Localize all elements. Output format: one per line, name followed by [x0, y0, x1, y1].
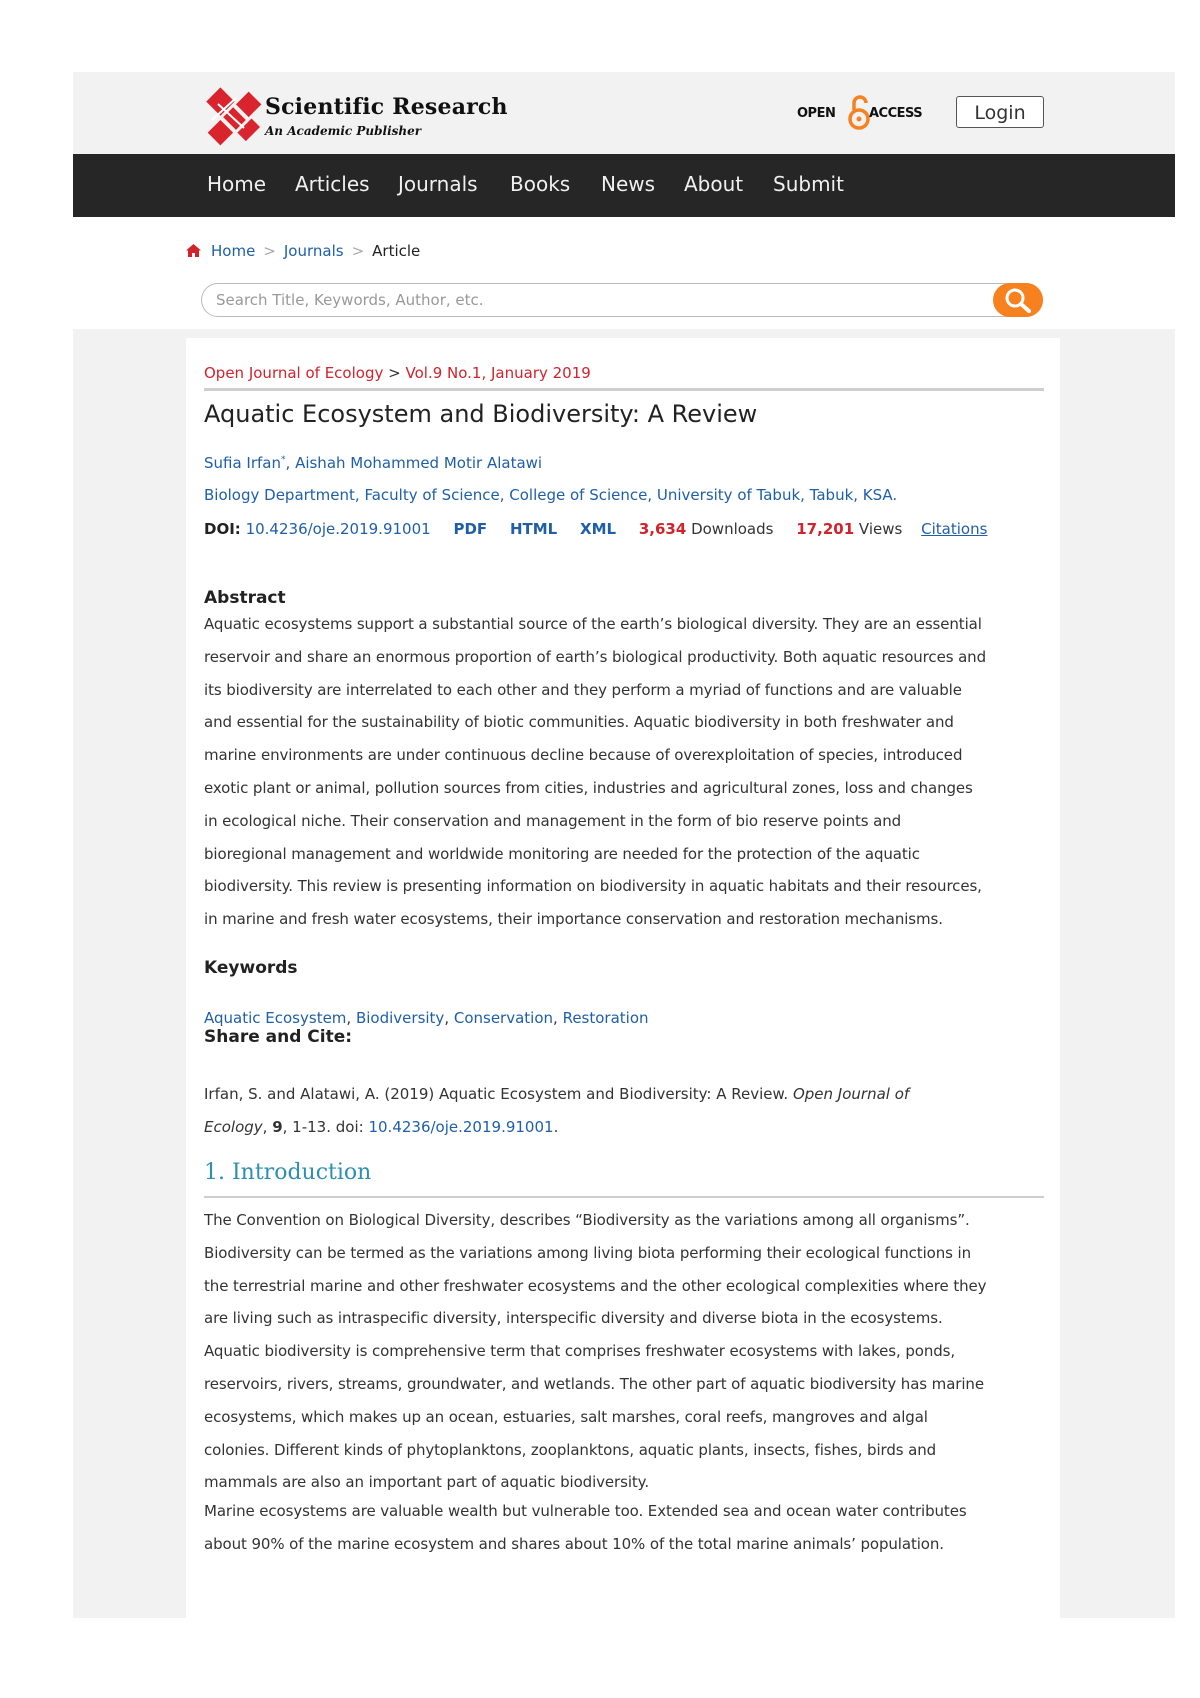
open-lock-icon: [847, 94, 871, 130]
author-link[interactable]: Sufia Irfan: [204, 454, 282, 472]
introduction-paragraph-2: Marine ecosystems are valuable wealth but vulnerable too. Extended sea and ocean water contributes about 90% of the marine ecosystem and shares about 10% of the total marine animals’ population.: [204, 1502, 967, 1553]
main-nav: [73, 154, 1175, 217]
keyword-link[interactable]: Restoration: [562, 1009, 649, 1027]
logo-subtitle: An Academic Publisher: [265, 124, 422, 138]
citations-link[interactable]: Citations: [921, 520, 988, 538]
nav-about[interactable]: About: [684, 172, 744, 196]
nav-home[interactable]: Home: [207, 172, 267, 196]
divider: [204, 388, 1044, 391]
views-count: 17,201: [796, 520, 855, 538]
keywords-heading: Keywords: [204, 958, 298, 978]
breadcrumb-separator: >: [263, 242, 276, 260]
html-link[interactable]: HTML: [509, 520, 558, 538]
site-header: [73, 72, 1175, 154]
nav-books[interactable]: Books: [510, 172, 571, 196]
doi-metrics-row: [204, 520, 987, 538]
citation-pages: , 1-13. doi:: [282, 1117, 364, 1136]
affiliation-link[interactable]: Biology Department, Faculty of Science, College of Science, University of Tabuk, Tabuk, KSA.: [204, 486, 898, 504]
journal-link[interactable]: Open Journal of Ecology: [204, 364, 384, 382]
search-icon: [993, 283, 1043, 317]
xml-link[interactable]: XML: [580, 520, 617, 538]
nav-news[interactable]: News: [601, 172, 656, 196]
divider: [204, 1196, 1044, 1198]
breadcrumb-separator: >: [351, 242, 365, 260]
open-access-label-access: ACCESS: [869, 106, 923, 121]
breadcrumb-home[interactable]: Home: [211, 242, 256, 260]
open-access-badge: [797, 94, 937, 132]
breadcrumb-search-band: [73, 217, 1175, 329]
nav-articles[interactable]: Articles: [295, 172, 370, 196]
downloads-count: 3,634: [638, 520, 687, 538]
keyword-link[interactable]: Conservation: [453, 1009, 554, 1027]
keyword-link[interactable]: Biodiversity: [355, 1009, 445, 1027]
doi-label: DOI:: [204, 520, 241, 538]
logo-mark-icon: [198, 84, 264, 146]
article-title: Aquatic Ecosystem and Biodiversity: A Review: [204, 400, 758, 428]
citation-doi-link[interactable]: 10.4236/oje.2019.91001: [368, 1117, 554, 1136]
breadcrumb-current: Article: [372, 242, 421, 260]
issue-separator: >: [388, 364, 401, 382]
login-button[interactable]: Login: [956, 96, 1044, 128]
introduction-paragraph-1: The Convention on Biological Diversity, describes “Biodiversity as the variations among all organisms”. Biodiversity can be termed as the variations among living biota performing their ecological functions in the terrestrial marine and other freshwater ecosystems and the other ecological complexities where they are living such as intraspecific diversity, interspecific diversity and diverse biota in the ecosystems. Aquatic biodiversity is comprehensive term that comprises freshwater ecosystems with lakes, ponds, reservoirs, rivers, streams, groundwater, and wetlands. The other part of aquatic biodiversity has marine ecosystems, which makes up an ocean, estuaries, salt marshes, coral reefs, mangroves and algal colonies. Different kinds of phytoplanktons, zooplanktons, aquatic plants, insects, fishes, birds and mammals are also an important part of aquatic biodiversity.: [204, 1211, 987, 1492]
home-icon: [186, 244, 201, 257]
introduction-heading: 1. Introduction: [204, 1160, 372, 1185]
abstract-heading: Abstract: [204, 588, 286, 608]
breadcrumb-journals[interactable]: Journals: [283, 242, 344, 260]
author-separator: ,: [285, 454, 296, 472]
search-input[interactable]: [216, 284, 976, 316]
nav-submit[interactable]: Submit: [773, 172, 844, 196]
breadcrumb: [186, 242, 420, 260]
citation-text: Irfan, S. and Alatawi, A. (2019) Aquatic Ecosystem and Biodiversity: A Review. Open Journal of Ecology, 9, 1-13. doi: 10.4236/oje.2019.91001.: [204, 1085, 910, 1136]
keyword-link[interactable]: Aquatic Ecosystem: [204, 1009, 347, 1027]
open-access-label-open: OPEN: [797, 106, 836, 121]
article-card: [186, 338, 1060, 1618]
downloads-label: Downloads: [691, 520, 774, 538]
author-link[interactable]: Aishah Mohammed Motir Alatawi: [295, 454, 543, 472]
author-list: [204, 454, 542, 472]
citation-journal: Open Journal of Ecology: [204, 1085, 910, 1136]
journal-issue-line: [204, 364, 591, 382]
issue-link[interactable]: Vol.9 No.1, January 2019: [405, 364, 591, 382]
nav-journals[interactable]: Journals: [398, 172, 478, 196]
keyword-list: Aquatic Ecosystem, Biodiversity, Conservation, Restoration: [204, 1009, 649, 1027]
page-frame: [73, 72, 1175, 1618]
citation-end: .: [553, 1117, 559, 1136]
citation-volume: 9: [272, 1117, 283, 1136]
corresponding-author-mark: *: [281, 455, 286, 465]
search-box: [201, 283, 1043, 317]
publisher-logo[interactable]: [198, 84, 508, 146]
abstract-text: Aquatic ecosystems support a substantial source of the earth’s biological diversity. They are an essential reservoir and share an enormous proportion of earth’s biological productivity. Both aquatic resources and its biodiversity are interrelated to each other and they perform a myriad of functions and are valuable and essential for the sustainability of biotic communities. Aquatic biodiversity in both freshwater and marine environments are under continuous decline because of overexploitation of species, introduced exotic plant or animal, pollution sources from cities, industries and agricultural zones, loss and changes in ecological niche. Their conservation and management in the form of bio reserve points and bioregional management and worldwide monitoring are needed for the protection of the aquatic biodiversity. This review is presenting information on biodiversity in aquatic habitats and their resources, in marine and fresh water ecosystems, their importance conservation and restoration mechanisms.: [204, 615, 987, 929]
pdf-link[interactable]: PDF: [453, 520, 488, 538]
citation-prefix: Irfan, S. and Alatawi, A. (2019) Aquatic Ecosystem and Biodiversity: A Review.: [204, 1085, 789, 1103]
share-cite-heading: Share and Cite:: [204, 1027, 353, 1047]
logo-title: Scientific Research: [265, 94, 508, 120]
search-button[interactable]: [993, 283, 1043, 317]
views-label: Views: [858, 520, 903, 538]
doi-link[interactable]: 10.4236/oje.2019.91001: [245, 520, 431, 538]
